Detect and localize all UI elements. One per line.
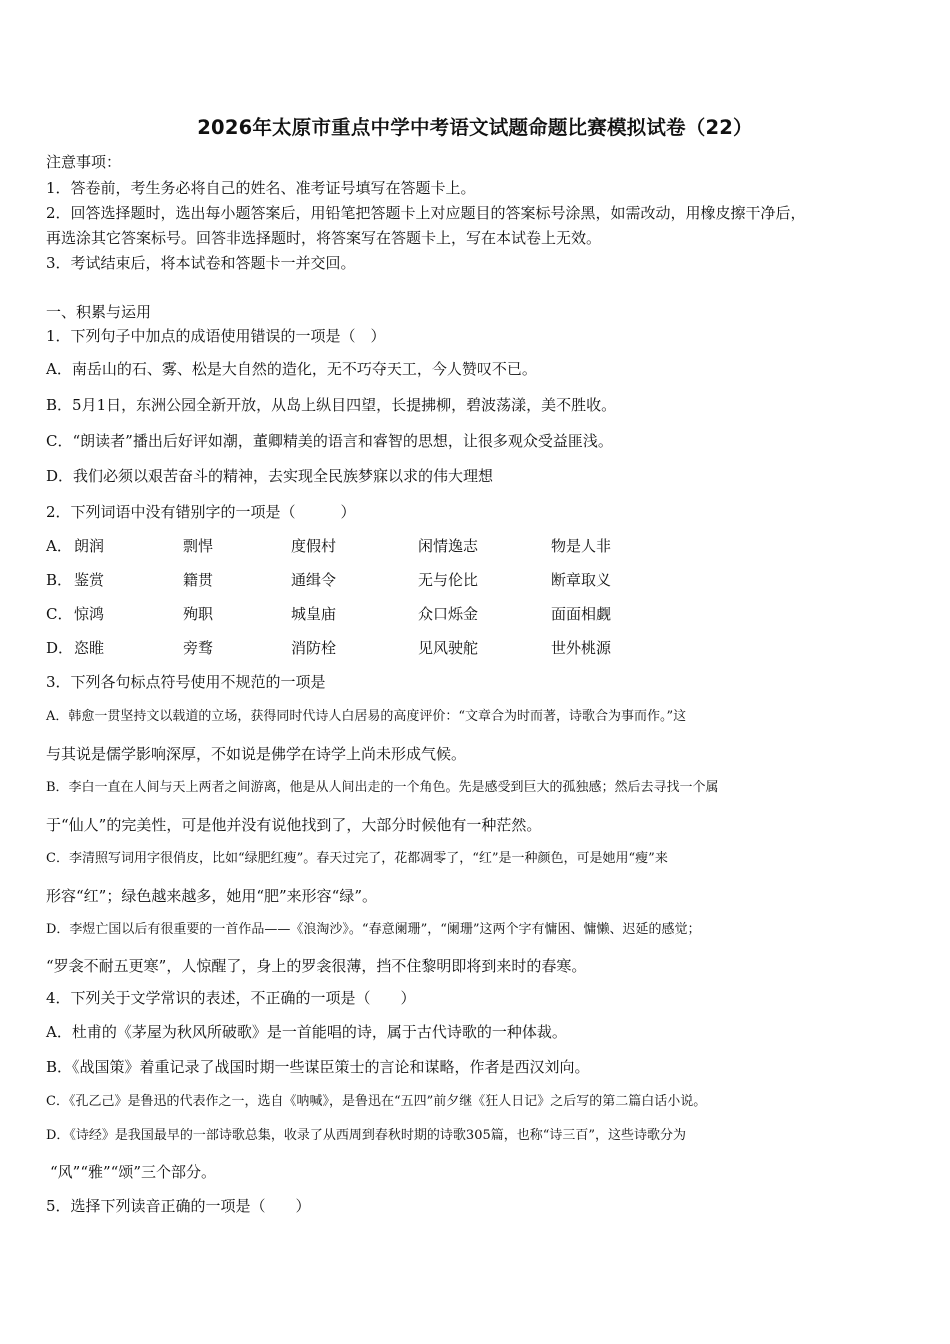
q1-option-b: B．5月1日，东洲公园全新开放，从岛上纵目四望，长提拂柳，碧波荡漾，美不胜收。 [46, 396, 617, 414]
q2-word: 城皇庙 [291, 605, 337, 623]
q3-option-d-line-2: “罗衾不耐五更寒”，人惊醒了，身上的罗衾很薄，挡不住黎明即将到来时的春寒。 [46, 957, 587, 975]
q2-word: 度假村 [291, 537, 337, 555]
q2-word: 面面相觑 [551, 605, 612, 623]
q2-word: 物是人非 [551, 537, 612, 555]
q2-word: 恣睢 [74, 639, 105, 657]
page-title: 2026年太原市重点中学中考语文试题命题比赛模拟试卷（22） [197, 116, 753, 139]
q2-row-label: C． [46, 605, 73, 623]
q2-word: 众口烁金 [418, 605, 479, 623]
q2-word: 朗润 [74, 537, 105, 555]
q3-option-a-line-2: 与其说是儒学影响深厚，不如说是佛学在诗学上尚未形成气候。 [46, 745, 467, 763]
q2-word: 通缉令 [291, 571, 337, 589]
q2-word: 消防栓 [291, 639, 337, 657]
q2-stem: 2．下列词语中没有错别字的一项是（ ） [46, 503, 356, 521]
section-heading: 一、积累与运用 [46, 303, 152, 321]
q1-option-c: C．“朗读者”播出后好评如潮，董卿精美的语言和睿智的思想，让很多观众受益匪浅。 [46, 432, 613, 450]
q2-word: 殉职 [183, 605, 214, 623]
q2-row-label: D． [46, 639, 74, 657]
q1-stem: 1．下列句子中加点的成语使用错误的一项是（ ） [46, 327, 386, 345]
q3-option-b-line-1: B．李白一直在人间与天上两者之间游离，他是从人间出走的一个角色。先是感受到巨大的孤独感；然后去寻找一个属 [46, 780, 719, 795]
notice-item-1: 1．答卷前，考生务必将自己的姓名、准考证号填写在答题卡上。 [46, 179, 476, 197]
q4-option-d-line-1: D．《诗经》是我国最早的一部诗歌总集，收录了从西周到春秋时期的诗歌305篇，也称“诗三百”，这些诗歌分为 [46, 1128, 687, 1143]
q2-word: 旁骛 [183, 639, 214, 657]
q2-word: 断章取义 [551, 571, 612, 589]
q4-stem: 4．下列关于文学常识的表述，不正确的一项是（ ） [46, 989, 416, 1007]
q2-word: 剽悍 [183, 537, 214, 555]
q2-word: 闲情逸志 [418, 537, 479, 555]
q4-option-b: B．《战国策》着重记录了战国时期一些谋臣策士的言论和谋略，作者是西汉刘向。 [46, 1058, 590, 1076]
q1-option-d: D．我们必须以艰苦奋斗的精神，去实现全民族梦寐以求的伟大理想 [46, 467, 494, 485]
q3-option-c-line-1: C．李清照写词用字很俏皮，比如“绿肥红瘦”。春天过完了，花都凋零了，“红”是一种颜色，可是她用“瘦”来 [46, 851, 668, 866]
q3-stem: 3．下列各句标点符号使用不规范的一项是 [46, 673, 326, 691]
q2-word: 鉴赏 [74, 571, 105, 589]
notice-item-3: 3．考试结束后，将本试卷和答题卡一并交回。 [46, 254, 356, 272]
q1-option-a: A．南岳山的石、雾、松是大自然的造化，无不巧夺天工，今人赞叹不已。 [46, 360, 537, 378]
q4-option-d-line-2: “风”“雅”“颂”三个部分。 [50, 1163, 217, 1181]
q4-option-c: C．《孔乙己》是鲁迅的代表作之一，选自《呐喊》，是鲁迅在“五四”前夕继《狂人日记》之后写的第二篇白话小说。 [46, 1094, 707, 1109]
q2-word: 世外桃源 [551, 639, 612, 657]
notice-item-2-line-1: 2．回答选择题时，选出每小题答案后，用铅笔把答题卡上对应题目的答案标号涂黑，如需改动，用橡皮擦干净后， [46, 204, 806, 222]
q2-word: 籍贯 [183, 571, 214, 589]
q2-word: 见风驶舵 [418, 639, 479, 657]
q2-word: 无与伦比 [418, 571, 479, 589]
q3-option-a-line-1: A．韩愈一贯坚持文以载道的立场，获得同时代诗人白居易的高度评价：“文章合为时而著，诗歌合为事而作。”这 [46, 709, 687, 724]
q2-word: 惊鸿 [74, 605, 105, 623]
q4-option-a: A．杜甫的《茅屋为秋风所破歌》是一首能唱的诗，属于古代诗歌的一种体裁。 [46, 1023, 567, 1041]
notice-item-2-line-2: 再选涂其它答案标号。回答非选择题时，将答案写在答题卡上，写在本试卷上无效。 [46, 229, 602, 247]
q3-option-b-line-2: 于“仙人”的完美性，可是他并没有说他找到了，大部分时候他有一种茫然。 [46, 816, 542, 834]
q2-row-label: A． [46, 537, 72, 555]
q2-row-label: B． [46, 571, 73, 589]
notice-heading: 注意事项： [46, 153, 122, 171]
q5-stem: 5．选择下列读音正确的一项是（ ） [46, 1197, 311, 1215]
q3-option-d-line-1: D．李煜亡国以后有很重要的一首作品——《浪淘沙》。“春意阑珊”，“阑珊”这两个字有慵困、慵懒、迟延的感觉； [46, 922, 701, 937]
q3-option-c-line-2: 形容“红”；绿色越来越多，她用“肥”来形容“绿”。 [46, 887, 378, 905]
